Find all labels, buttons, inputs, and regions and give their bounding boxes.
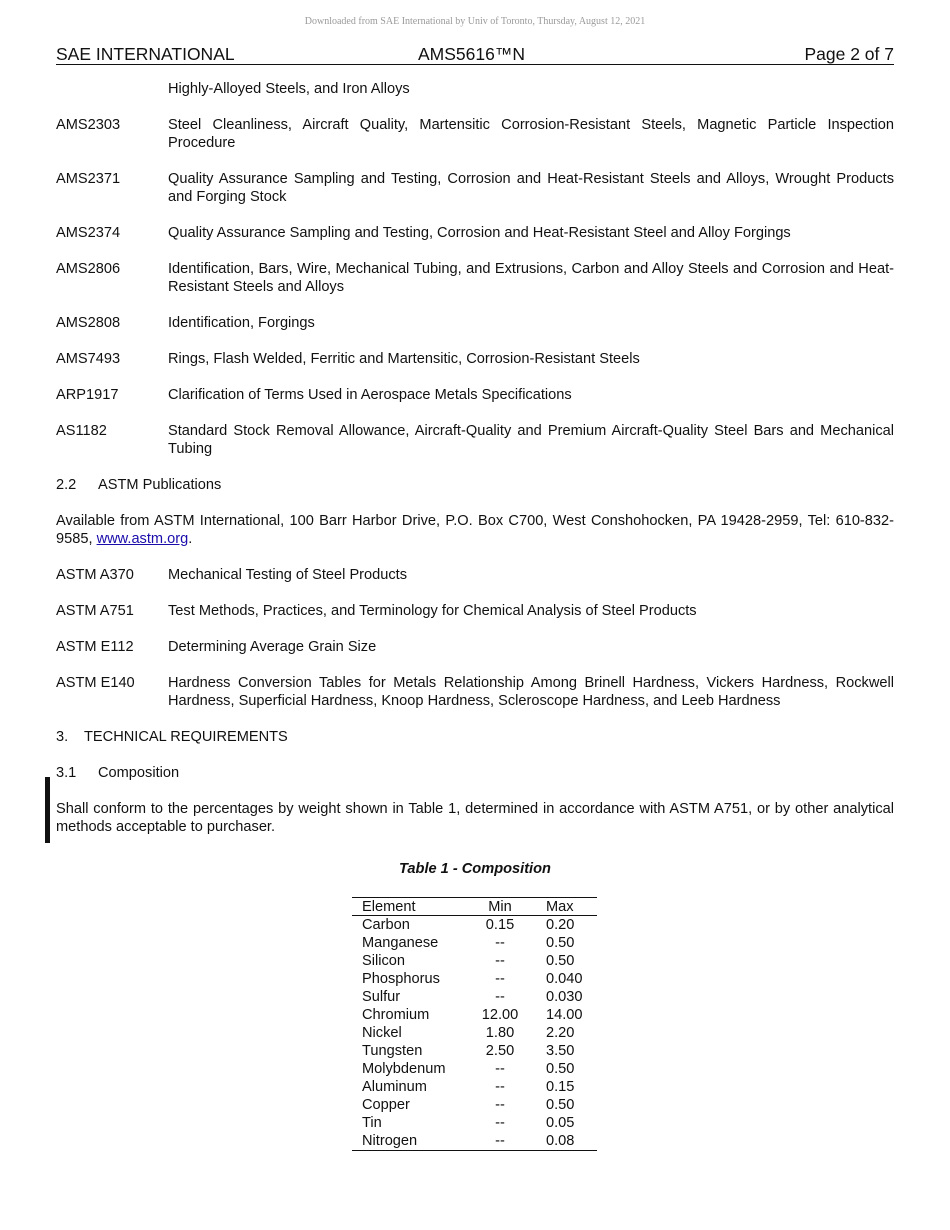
reference-desc: Quality Assurance Sampling and Testing, Corrosion and Heat-Resistant Steels and Alloys, Wrought Products and Forging Stock	[168, 171, 894, 205]
column-header-min: Min	[488, 899, 512, 915]
revision-change-bar	[45, 777, 50, 843]
astm-address-text: Available from ASTM International, 100 Barr Harbor Drive, P.O. Box C700, West Conshohocken, PA 19428-2959, Tel: 610-832-9585,	[56, 513, 894, 547]
cell-element: Nickel	[362, 1025, 402, 1041]
reference-item	[56, 602, 894, 620]
cell-min: 12.00	[481, 1007, 519, 1023]
section-heading-3	[56, 728, 894, 746]
column-header-element: Element	[362, 899, 416, 915]
reference-desc: Determining Average Grain Size	[168, 639, 377, 655]
cell-element: Phosphorus	[362, 971, 440, 987]
reference-item	[56, 638, 894, 656]
section-title: TECHNICAL REQUIREMENTS	[84, 729, 288, 745]
table-row	[352, 952, 597, 970]
section-number: 3.	[56, 729, 69, 745]
section-title: ASTM Publications	[98, 477, 222, 493]
composition-table	[352, 897, 597, 1151]
reference-code: AS1182	[56, 423, 107, 439]
cell-min: 2.50	[485, 1043, 515, 1059]
document-body	[56, 80, 894, 854]
cell-min: --	[495, 1133, 505, 1149]
reference-item	[56, 350, 894, 368]
reference-code: AMS2371	[56, 171, 121, 187]
reference-desc: Mechanical Testing of Steel Products	[168, 567, 408, 583]
section-heading-3-1	[56, 764, 894, 782]
table-caption: Table 1 - Composition	[399, 861, 551, 877]
cell-max: 0.08	[546, 1133, 575, 1149]
header-page-number: Page 2 of 7	[804, 44, 894, 64]
reference-item	[56, 674, 894, 710]
cell-min: --	[495, 989, 505, 1005]
cell-min: --	[495, 1097, 505, 1113]
header-doc-id: AMS5616™N	[418, 44, 525, 64]
cell-element: Carbon	[362, 917, 410, 933]
cell-min: --	[495, 953, 505, 969]
reference-desc: Identification, Forgings	[168, 315, 315, 331]
reference-desc: Test Methods, Practices, and Terminology for Chemical Analysis of Steel Products	[168, 603, 697, 619]
section-heading-2-2	[56, 476, 894, 494]
astm-address-paragraph	[56, 512, 894, 548]
reference-item	[56, 116, 894, 152]
table-row	[352, 970, 597, 988]
reference-desc: Highly-Alloyed Steels, and Iron Alloys	[168, 81, 410, 97]
reference-code: ASTM A751	[56, 603, 134, 619]
reference-code: AMS7493	[56, 351, 121, 367]
reference-desc: Quality Assurance Sampling and Testing, Corrosion and Heat-Resistant Steel and Alloy Forgings	[168, 225, 791, 241]
reference-item	[56, 224, 894, 242]
cell-min: --	[495, 971, 505, 987]
table-row	[352, 1132, 597, 1151]
cell-max: 0.50	[546, 953, 575, 969]
cell-max: 0.15	[546, 1079, 575, 1095]
cell-max: 0.20	[546, 917, 575, 933]
cell-max: 0.05	[546, 1115, 575, 1131]
composition-paragraph: Shall conform to the percentages by weight shown in Table 1, determined in accordance with ASTM A751, or by other analytical methods acceptable to purchaser.	[56, 801, 894, 835]
cell-min: --	[495, 1115, 505, 1131]
reference-desc: Clarification of Terms Used in Aerospace Metals Specifications	[168, 387, 572, 403]
reference-code: ASTM E112	[56, 639, 134, 655]
cell-min: 0.15	[485, 917, 515, 933]
section-title: Composition	[98, 765, 180, 781]
table-header-row	[352, 898, 597, 916]
section-number: 3.1	[56, 765, 77, 781]
reference-item	[56, 422, 894, 458]
reference-code: AMS2374	[56, 225, 121, 241]
cell-max: 0.50	[546, 1061, 575, 1077]
reference-item	[56, 260, 894, 296]
reference-continuation	[56, 80, 894, 98]
reference-desc: Steel Cleanliness, Aircraft Quality, Martensitic Corrosion-Resistant Steels, Magnetic Particle Inspection Procedure	[168, 117, 894, 151]
reference-code: AMS2808	[56, 315, 121, 331]
table-row	[352, 988, 597, 1006]
reference-code: AMS2806	[56, 261, 121, 277]
column-header-max: Max	[546, 899, 574, 915]
reference-item	[56, 314, 894, 332]
header-org: SAE INTERNATIONAL	[56, 44, 235, 64]
cell-min: --	[495, 1079, 505, 1095]
cell-min: --	[495, 935, 505, 951]
sae-reference-list	[56, 116, 894, 458]
reference-code: ARP1917	[56, 387, 119, 403]
cell-max: 3.50	[546, 1043, 575, 1059]
cell-element: Tin	[362, 1115, 382, 1131]
table-row	[352, 1078, 597, 1096]
cell-element: Aluminum	[362, 1079, 427, 1095]
cell-element: Manganese	[362, 935, 439, 951]
cell-element: Molybdenum	[362, 1061, 446, 1077]
reference-desc: Standard Stock Removal Allowance, Aircraft-Quality and Premium Aircraft-Quality Steel Bars and Mechanical Tubing	[168, 423, 894, 457]
reference-code: ASTM A370	[56, 567, 134, 583]
table-row	[352, 1096, 597, 1114]
reference-item	[56, 566, 894, 584]
table-row	[352, 934, 597, 952]
cell-max: 0.50	[546, 1097, 575, 1113]
section-number: 2.2	[56, 477, 77, 493]
cell-element: Sulfur	[362, 989, 401, 1005]
reference-item	[56, 386, 894, 404]
cell-min: 1.80	[485, 1025, 515, 1041]
cell-min: --	[495, 1061, 505, 1077]
cell-element: Copper	[362, 1097, 410, 1113]
table-row	[352, 916, 597, 935]
cell-max: 14.00	[546, 1007, 583, 1023]
cell-max: 0.50	[546, 935, 575, 951]
page-header	[56, 44, 894, 65]
table-row	[352, 1024, 597, 1042]
reference-desc: Identification, Bars, Wire, Mechanical Tubing, and Extrusions, Carbon and Alloy Steels and Corrosion and Heat-Resistant Steels and Alloys	[168, 261, 894, 295]
cell-element: Chromium	[362, 1007, 430, 1023]
table-row	[352, 1006, 597, 1024]
table-row	[352, 1042, 597, 1060]
reference-code: AMS2303	[56, 117, 121, 133]
reference-desc: Rings, Flash Welded, Ferritic and Martensitic, Corrosion-Resistant Steels	[168, 351, 640, 367]
download-watermark: Downloaded from SAE International by Univ of Toronto, Thursday, August 12, 2021	[304, 16, 646, 27]
cell-max: 2.20	[546, 1025, 575, 1041]
reference-code: ASTM E140	[56, 675, 135, 691]
cell-max: 0.030	[546, 989, 583, 1005]
table-row	[352, 1114, 597, 1132]
cell-element: Nitrogen	[362, 1133, 418, 1149]
reference-desc: Hardness Conversion Tables for Metals Relationship Among Brinell Hardness, Vickers Hardness, Rockwell Hardness, Superficial Hardness, Knoop Hardness, Scleroscope Hardness, and Leeb Hardness	[168, 675, 894, 709]
cell-element: Tungsten	[362, 1043, 423, 1059]
reference-item	[56, 170, 894, 206]
cell-max: 0.040	[546, 971, 583, 987]
astm-reference-list	[56, 566, 894, 710]
astm-address-end: .	[188, 531, 193, 547]
astm-website-link[interactable]: www.astm.org	[96, 531, 189, 547]
table-row	[352, 1060, 597, 1078]
cell-element: Silicon	[362, 953, 405, 969]
